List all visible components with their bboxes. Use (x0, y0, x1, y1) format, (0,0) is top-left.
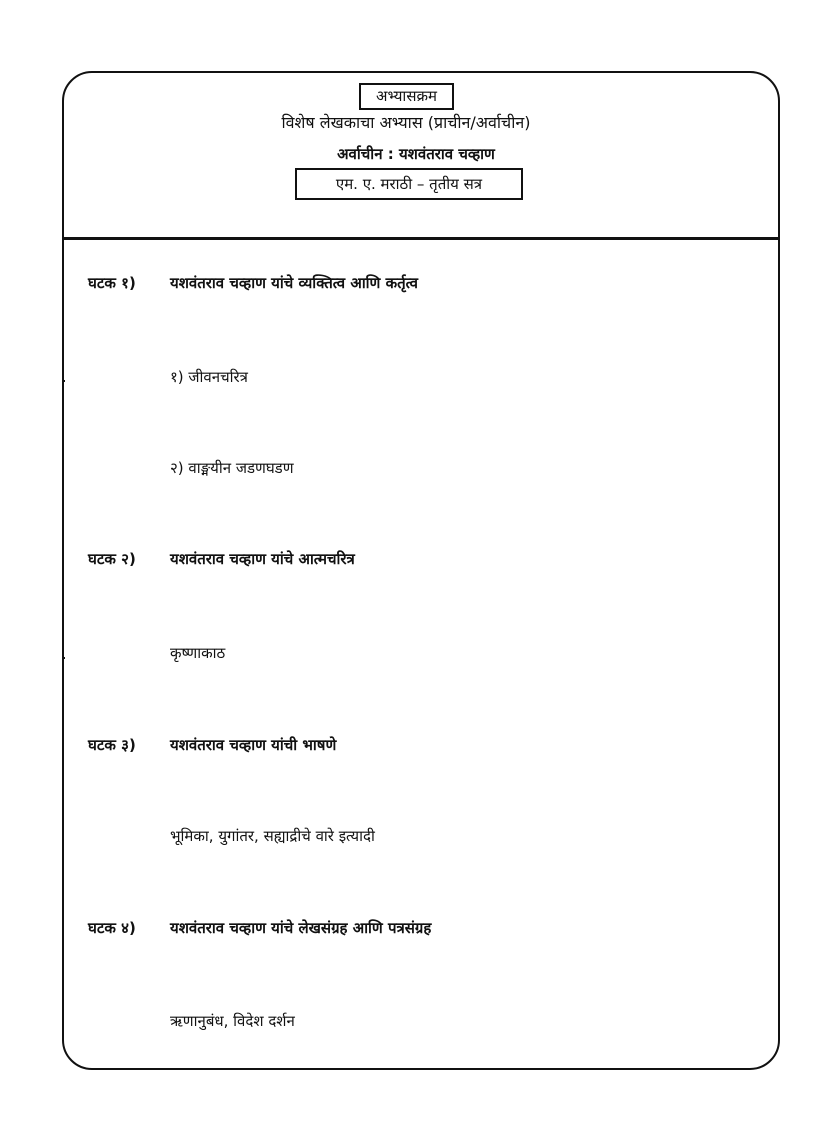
unit-1-item-2: २) वाङ्मयीन जडणघडण (170, 459, 294, 477)
unit-2-heading (88, 548, 355, 570)
unit-3-label: घटक ३) (88, 736, 136, 754)
course-label: एम. ए. मराठी – तृतीय सत्र (295, 168, 523, 200)
unit-3-heading (88, 734, 336, 756)
unit-3-title: यशवंतराव चव्हाण यांची भाषणे (170, 736, 337, 754)
unit-2-title: यशवंतराव चव्हाण यांचे आत्मचरित्र (170, 550, 355, 568)
unit-4-item-1: ऋणानुबंध, विदेश दर्शन (170, 1012, 295, 1030)
unit-1-label: घटक १) (88, 274, 136, 292)
author-line: अर्वाचीन : यशवंतराव चव्हाण (337, 145, 495, 163)
unit-4-title: यशवंतराव चव्हाण यांचे लेखसंग्रह आणि पत्रसंग्रह (170, 919, 432, 937)
unit-2-item-1: कृष्णाकाठ (170, 644, 226, 662)
syllabus-subtitle: विशेष लेखकाचा अभ्यास (प्राचीन/अर्वाचीन) (281, 113, 531, 132)
unit-4-label: घटक ४) (88, 919, 136, 937)
margin-tick (62, 380, 65, 382)
unit-4-heading (88, 917, 431, 939)
margin-tick (62, 657, 65, 659)
unit-1-heading (88, 272, 418, 294)
syllabus-title: अभ्यासक्रम (359, 83, 454, 110)
unit-2-label: घटक २) (88, 550, 136, 568)
unit-3-item-1: भूमिका, युगांतर, सह्याद्रीचे वारे इत्यादी (170, 827, 375, 845)
header-divider (62, 237, 779, 240)
unit-1-title: यशवंतराव चव्हाण यांचे व्यक्तित्व आणि कर्तृत्व (170, 274, 418, 292)
unit-1-item-1: १) जीवनचरित्र (170, 368, 248, 386)
